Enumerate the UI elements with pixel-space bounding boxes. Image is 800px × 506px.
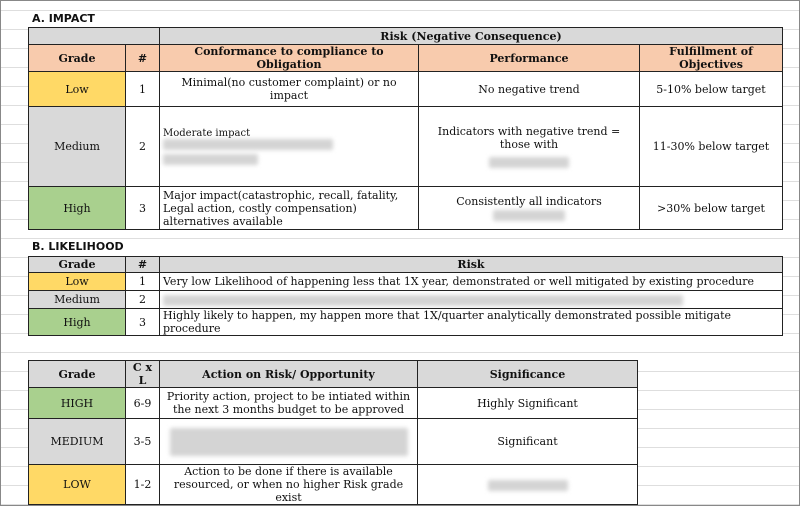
redacted-block (493, 210, 565, 221)
likelihood-risk: Very low Likelihood of happening less that 1X year, demonstrated or well mitigated by existing procedure (160, 273, 783, 291)
likelihood-num: 2 (126, 291, 160, 309)
impact-performance: No negative trend (419, 72, 640, 107)
impact-performance-text: Indicators with negative trend = those with (437, 125, 621, 151)
likelihood-row-medium (29, 291, 783, 309)
likelihood-risk (160, 291, 783, 309)
redacted-block (163, 295, 683, 306)
impact-num: 2 (126, 107, 160, 187)
risk-header: Risk (Negative Consequence) (160, 28, 783, 45)
impact-table (28, 27, 783, 230)
impact-fulfillment: 5-10% below target (640, 72, 783, 107)
likelihood-grade-high: High (29, 309, 126, 336)
impact-header-performance: Performance (419, 45, 640, 72)
impact-grade-low: Low (29, 72, 126, 107)
impact-fulfillment: 11-30% below target (640, 107, 783, 187)
impact-grade-high: High (29, 187, 126, 230)
action-table (28, 360, 638, 505)
impact-row-medium (29, 107, 783, 187)
redacted-block (489, 157, 569, 168)
redacted-block (163, 154, 258, 165)
likelihood-num: 3 (126, 309, 160, 336)
impact-header-num: # (126, 45, 160, 72)
action-header-cxl: C x L (126, 361, 160, 388)
action-grade-high: HIGH (29, 388, 126, 419)
likelihood-grade-low: Low (29, 273, 126, 291)
likelihood-row-high (29, 309, 783, 336)
action-row-medium (29, 419, 638, 465)
impact-corner-cell (29, 28, 160, 45)
action-row-low (29, 465, 638, 505)
impact-header-conformance: Conformance to compliance to Obligation (160, 45, 419, 72)
action-significance: Significant (418, 419, 638, 465)
impact-row-low (29, 72, 783, 107)
likelihood-grade-medium: Medium (29, 291, 126, 309)
action-header-significance: Significance (418, 361, 638, 388)
action-cxl: 3-5 (126, 419, 160, 465)
action-cxl: 1-2 (126, 465, 160, 505)
likelihood-header-grade: Grade (29, 257, 126, 273)
impact-conformance (160, 107, 419, 187)
impact-header-grade: Grade (29, 45, 126, 72)
action-grade-medium: MEDIUM (29, 419, 126, 465)
action-cxl: 6-9 (126, 388, 160, 419)
impact-grade-medium: Medium (29, 107, 126, 187)
action-text: Priority action, project to be intiated within the next 3 months budget to be approved (160, 388, 418, 419)
redacted-block (163, 139, 333, 150)
action-header-action: Action on Risk/ Opportunity (160, 361, 418, 388)
likelihood-header-risk: Risk (160, 257, 783, 273)
impact-num: 1 (126, 72, 160, 107)
redacted-block (170, 428, 408, 456)
impact-performance (419, 107, 640, 187)
impact-conformance: Major impact(catastrophic, recall, fatality, Legal action, costly compensation) alternatives available (160, 187, 419, 230)
likelihood-header-num: # (126, 257, 160, 273)
impact-fulfillment: >30% below target (640, 187, 783, 230)
impact-num: 3 (126, 187, 160, 230)
impact-conformance: Minimal(no customer complaint) or no impact (160, 72, 419, 107)
impact-row-high (29, 187, 783, 230)
impact-performance-text: Consistently all indicators (456, 195, 602, 208)
action-grade-low: LOW (29, 465, 126, 505)
action-text: Action to be done if there is available resourced, or when no higher Risk grade exist (160, 465, 418, 505)
likelihood-row-low (29, 273, 783, 291)
action-significance (418, 465, 638, 505)
impact-conformance-text: Moderate impact (163, 128, 251, 139)
impact-section-title: A. IMPACT (32, 12, 95, 25)
action-text (160, 419, 418, 465)
likelihood-table (28, 256, 783, 336)
impact-performance (419, 187, 640, 230)
likelihood-section-title: B. LIKELIHOOD (32, 240, 124, 253)
likelihood-num: 1 (126, 273, 160, 291)
action-significance: Highly Significant (418, 388, 638, 419)
impact-header-fulfillment: Fulfillment of Objectives (640, 45, 783, 72)
redacted-block (488, 480, 568, 491)
action-header-grade: Grade (29, 361, 126, 388)
action-row-high (29, 388, 638, 419)
likelihood-risk: Highly likely to happen, my happen more that 1X/quarter analytically demonstrated possible mitigate procedure (160, 309, 783, 336)
